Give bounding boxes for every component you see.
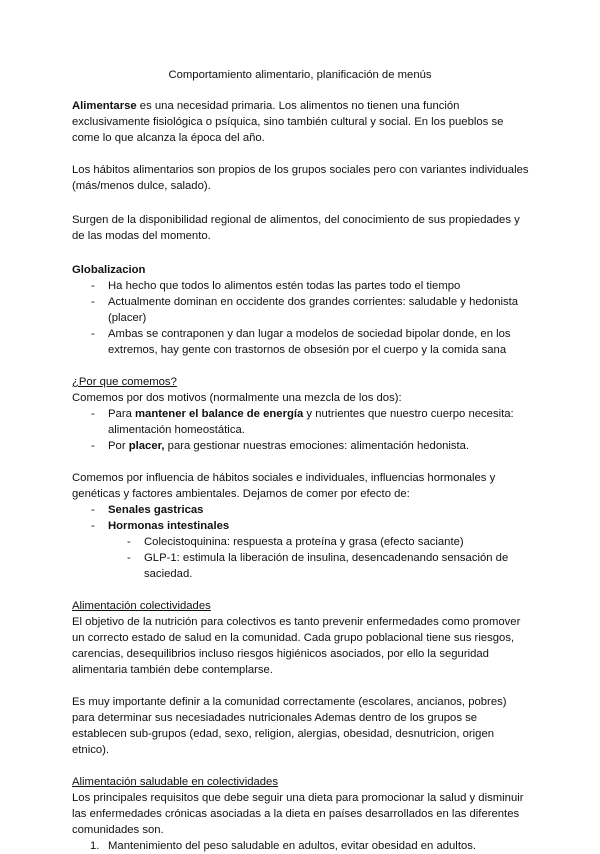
list-item: 1. Mantenimiento del peso saludable en adultos, evitar obesidad en adultos. — [90, 840, 477, 852]
list-item: - Actualmente dominan en occidente dos grandes corrientes: saludable y hedonista (placer) — [72, 294, 532, 326]
globalizacion-list — [72, 278, 532, 358]
porque-intro: Comemos por dos motivos (normalmente una mezcla de los dos): — [72, 392, 402, 404]
porque-list — [72, 406, 532, 454]
colectividades-heading: Alimentación colectividades — [72, 600, 211, 612]
document-title: Comportamiento alimentario, planificación de menús — [168, 69, 432, 81]
list-item: - Colecistoquinina: respuesta a proteína y grasa (efecto saciante) — [72, 534, 532, 550]
hormonas-sublist — [72, 534, 532, 582]
colectividades-paragraph-2: Es muy importante definir a la comunidad correctamente (escolares, ancianos, pobres) para determinar sus necesiadades nutricionales Ademas dentro de los grupos se establecen sub-grupos (edad, sexo, religion, alergias, obesidad, desnutricion, origen etnico). — [72, 696, 507, 756]
list-item: - GLP-1: estimula la liberación de insulina, desencadenando sensación de saciedad. — [72, 550, 532, 582]
influencia-list — [72, 502, 532, 534]
intro-paragraph — [72, 98, 532, 146]
globalizacion-heading: Globalizacion — [72, 264, 146, 276]
habitos-paragraph: Los hábitos alimentarios son propios de los grupos sociales pero con variantes individuales (más/menos dulce, salado). — [72, 164, 529, 192]
intro-bold-term: Alimentarse — [72, 100, 137, 112]
surgen-paragraph: Surgen de la disponibilidad regional de alimentos, del conocimiento de sus propiedades y de las modas del momento. — [72, 214, 520, 242]
saludable-list — [72, 838, 532, 854]
intro-text: es una necesidad primaria. Los alimentos no tienen una función exclusivamente fisiológica o psíquica, sino también cultural y social. En los pueblos se come lo que alcanza la época del año. — [72, 100, 504, 144]
saludable-paragraph: Los principales requisitos que debe seguir una dieta para promocionar la salud y disminuir las enfermedades crónicas asociadas a la dieta en países desarrollados en las diferentes comunidades son. — [72, 792, 524, 836]
document-body — [72, 98, 532, 854]
colectividades-paragraph-1: El objetivo de la nutrición para colectivos es tanto prevenir enfermedades como promover un correcto estado de salud en la comunidad. Cada grupo poblacional tiene sus riesgos, carencias, desequilibrios incluso riesgos higiénicos asociados, por ello la seguridad alimentaria también debe contemplarse. — [72, 616, 521, 676]
list-item: - Ha hecho que todos lo alimentos estén todas las partes todo el tiempo — [72, 278, 532, 294]
list-item: - Senales gastricas — [72, 502, 532, 518]
list-item: - Para mantener el balance de energía y nutrientes que nuestro cuerpo necesita: alimentación homeostática. — [72, 406, 532, 438]
influencia-paragraph: Comemos por influencia de hábitos sociales e individuales, influencias hormonales y genéticas y factores ambientales. Dejamos de comer por efecto de: — [72, 472, 496, 500]
list-item: - Hormonas intestinales — [72, 518, 532, 534]
porque-heading: ¿Por que comemos? — [72, 376, 177, 388]
saludable-heading: Alimentación saludable en colectividades — [72, 776, 278, 788]
list-item: - Por placer, para gestionar nuestras emociones: alimentación hedonista. — [72, 438, 532, 454]
list-item: - Ambas se contraponen y dan lugar a modelos de sociedad bipolar donde, en los extremos, hay gente con trastornos de obsesión por el cuerpo y la comida sana — [72, 326, 532, 358]
